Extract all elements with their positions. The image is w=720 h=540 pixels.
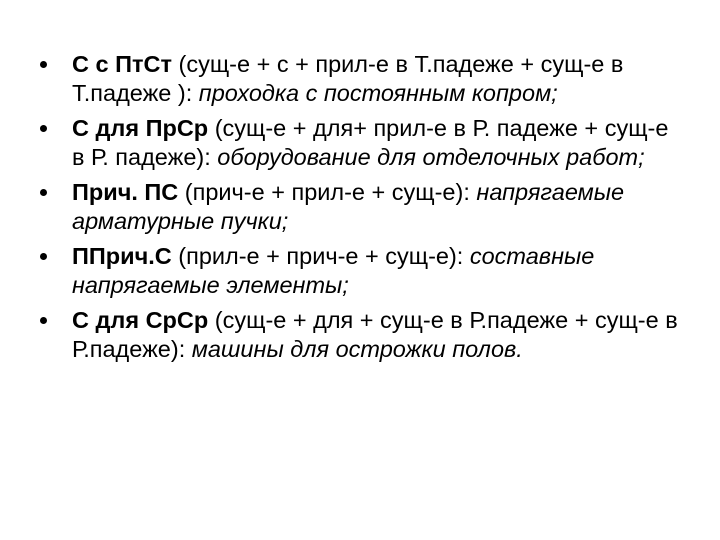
bullet-term: Прич. ПС: [72, 179, 179, 205]
bullet-dot-icon: [40, 253, 47, 260]
bullet-example: составные напрягаемые элементы;: [72, 243, 595, 298]
bullet-term: ППрич.С: [72, 243, 172, 269]
bullet-dot-icon: [40, 189, 47, 196]
bullet-formula: (сущ-е + для + сущ-е в Р.падеже + сущ-е в Р.падеже):: [72, 307, 678, 362]
bullet-example: машины для острожки полов.: [191, 336, 523, 362]
bullet-formula: (прил-е + прич-е + сущ-е):: [171, 243, 470, 269]
bullet-item: [40, 114, 680, 172]
bullet-formula: (прич-е + прил-е + сущ-е):: [178, 179, 477, 205]
bullet-dot-icon: [40, 317, 47, 324]
bullet-item: [40, 242, 680, 300]
bullet-formula: (сущ-е + с + прил-е в Т.падеже + сущ-е в Т.падеже ):: [72, 51, 624, 106]
bullet-term: С с ПтСт: [72, 51, 172, 77]
bullet-item: [40, 178, 680, 236]
bullet-formula: (сущ-е + для+ прил-е в Р. падеже + сущ-е в Р. падеже):: [72, 115, 669, 170]
bullet-term: С для ПрСр: [72, 115, 209, 141]
bullet-example: напрягаемые арматурные пучки;: [72, 179, 625, 234]
bullet-example: проходка с постоянным копром;: [198, 80, 558, 106]
bullet-item: [40, 306, 680, 364]
bullet-dot-icon: [40, 125, 47, 132]
bullet-item: [40, 50, 680, 108]
bullet-term: С для СрСр: [72, 307, 209, 333]
bullet-example: оборудование для отделочных работ;: [217, 144, 645, 170]
bullet-dot-icon: [40, 61, 47, 68]
bullet-list: [40, 50, 680, 370]
